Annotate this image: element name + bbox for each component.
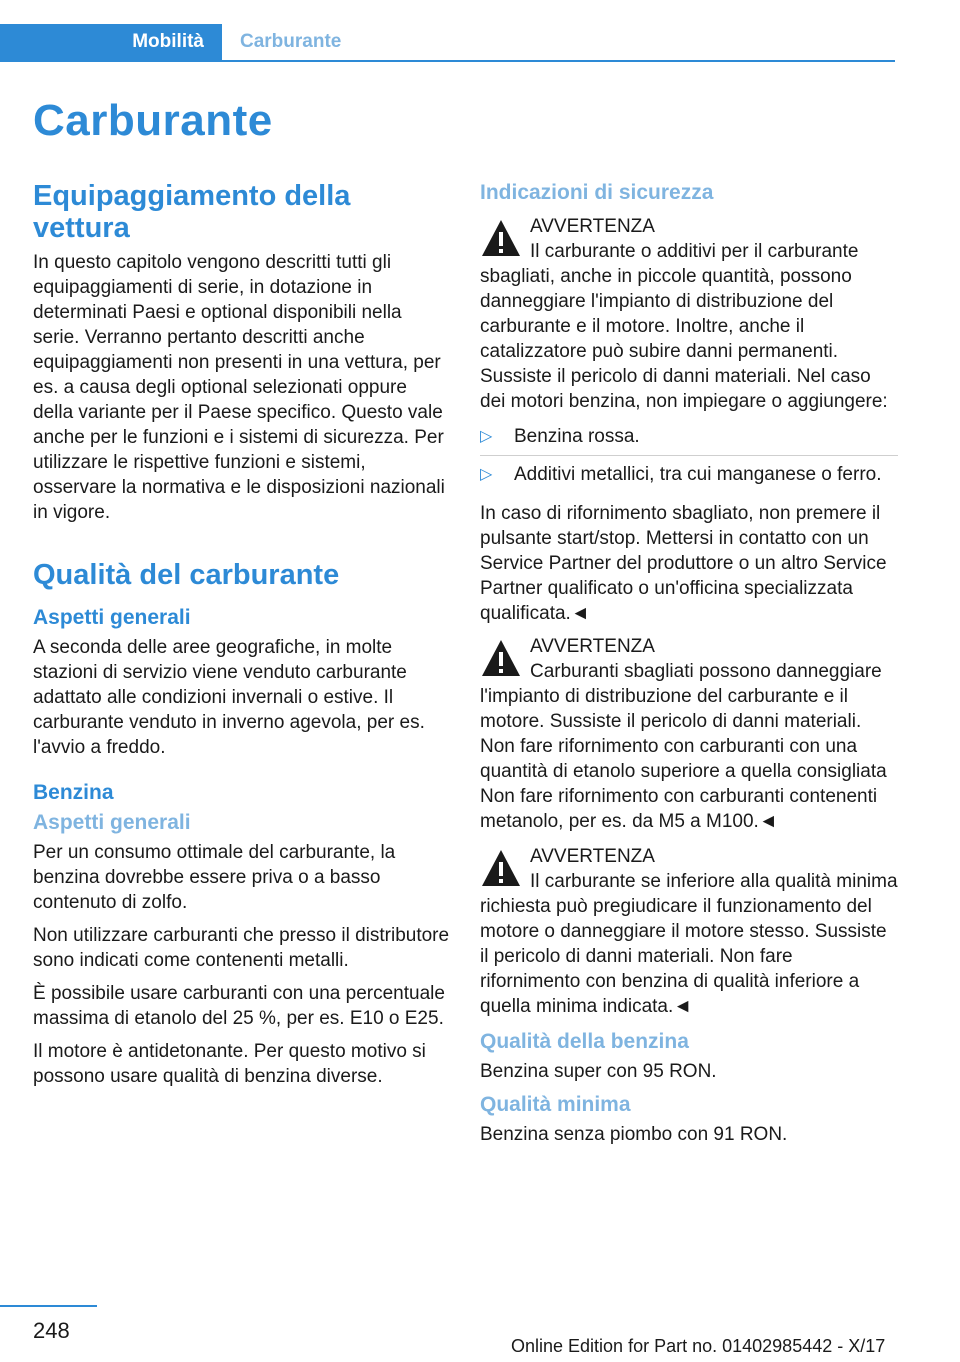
subsection-title-benzina: Benzina <box>33 781 114 804</box>
warning-label: AVVERTENZA <box>530 846 655 867</box>
warning-triangle-icon <box>480 638 522 678</box>
subsection-text-aspetti-generali: A seconda delle aree geografiche, in molte stazioni di servizio viene venduto carburante adattato alle condizioni invernali o estive. Il carburante venduto in inverno agevola, per es. l'avvio a freddo. <box>33 637 425 758</box>
triangle-bullet-icon: ▷ <box>480 428 493 445</box>
quality-text: Benzina super con 95 RON. <box>480 1061 717 1082</box>
warning-text: Carburanti sbagliati possono danneggiare l'impianto di distribuzione del carburante e il motore. Sussiste il pericolo di danni materiali. Non fare rifornimento con carburanti con una quantità di etanolo superiore a quella consigliata Non fare rifornimento con carburanti contenenti metanolo, per es. da M5 a M100.◄ <box>480 661 887 832</box>
warning-label: AVVERTENZA <box>530 216 655 237</box>
section-title-qualita: Qualità del carburante <box>33 559 340 591</box>
safety-title: Indicazioni di sicurezza <box>480 181 714 204</box>
warning-label: AVVERTENZA <box>530 636 655 657</box>
benzina-paragraph: Il motore è antidetonante. Per questo motivo si possono usare qualità di benzina diverse. <box>33 1041 426 1087</box>
quality-title: Qualità della benzina <box>480 1030 689 1053</box>
tab-mobilita[interactable] <box>0 24 222 60</box>
page-number: 248 <box>33 1318 70 1343</box>
edition-footer: Online Edition for Part no. 01402985442 - X/17 <box>511 1336 886 1356</box>
warning-block <box>480 634 898 834</box>
tab-carburante[interactable] <box>240 24 341 60</box>
min-quality-text: Benzina senza piombo con 91 RON. <box>480 1124 788 1145</box>
footer-divider <box>0 1305 97 1307</box>
benzina-paragraph: È possibile usare carburanti con una percentuale massima di etanolo del 25 %, per es. E10 o E25. <box>33 983 445 1029</box>
list-item <box>480 424 898 456</box>
benzina-paragraph: Non utilizzare carburanti che presso il distributore sono indicati come contenenti metalli. <box>33 925 450 971</box>
chapter-title: Carburante <box>33 96 273 145</box>
list-item <box>480 462 898 493</box>
list-item-text: Additivi metallici, tra cui manganese o ferro. <box>514 464 882 485</box>
list-item-text: Benzina rossa. <box>514 426 640 447</box>
triangle-bullet-icon: ▷ <box>480 466 493 483</box>
header-divider <box>0 60 895 62</box>
header-bar <box>0 24 895 62</box>
tab-carburante-label: Carburante <box>240 31 342 52</box>
bullet-list <box>480 424 898 493</box>
after-bullets-text: In caso di rifornimento sbagliato, non premere il pulsante start/stop. Mettersi in contatto con un Service Partner del produttore o un altro Service Partner qualificato o un'officina specializzata qualificata.◄ <box>480 503 887 624</box>
warning-text: Il carburante o additivi per il carburante sbagliati, anche in piccole quantità, possono danneggiare l'impianto di distribuzione del carburante e il motore. Inoltre, anche il catalizzatore può subire danni permanenti. Sussiste il pericolo di danni materiali. Nel caso dei motori benzina, non impiegare o aggiungere: <box>480 241 888 412</box>
section-title-equipaggiamento: Equipaggiamento della vettura <box>33 180 351 244</box>
left-column <box>33 180 451 1097</box>
warning-triangle-icon <box>480 848 522 888</box>
benzina-aspetti-generali-title: Aspetti generali <box>33 811 191 834</box>
right-column <box>480 180 898 1155</box>
warning-block <box>480 214 898 414</box>
warning-text: Il carburante se inferiore alla qualità minima richiesta può pregiudicare il funzionamento del motore o danneggiare il motore stesso. Sussiste il pericolo di danni materiali. Non fare rifornimento con benzina di qualità inferiore a quella minima indicata.◄ <box>480 871 898 1017</box>
warning-block <box>480 844 898 1019</box>
subsection-title-aspetti-generali: Aspetti generali <box>33 606 191 629</box>
min-quality-title: Qualità minima <box>480 1093 631 1116</box>
section-text-equipaggiamento: In questo capitolo vengono descritti tutti gli equipaggiamenti di serie, in dotazione in determinati Paesi e optional disponibili nella serie. Verranno pertanto descritti anche equipaggiamenti non presenti in una vettura, per es. a causa degli optional selezionati oppure della variante per il Paese specifico. Questo vale anche per le funzioni e i sistemi di sicurezza. Per utilizzare le rispettive funzioni e sistemi, osservare la normativa e le disposizioni nazionali in vigore. <box>33 252 445 523</box>
tab-mobilita-label: Mobilità <box>132 31 204 52</box>
warning-triangle-icon <box>480 218 522 258</box>
benzina-paragraph: Per un consumo ottimale del carburante, la benzina dovrebbe essere priva o a basso contenuto di zolfo. <box>33 842 396 913</box>
